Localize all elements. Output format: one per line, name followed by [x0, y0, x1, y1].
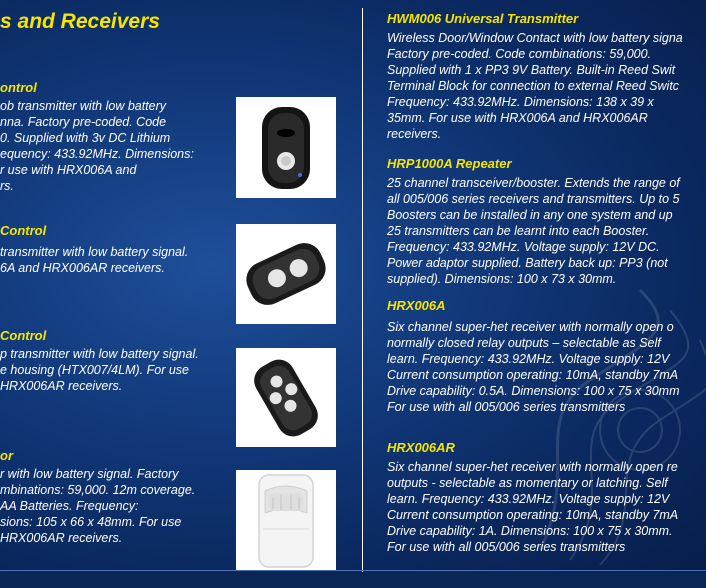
column-divider [362, 8, 363, 580]
product-heading-remote-4: Control [0, 328, 47, 343]
product-description-remote-1: ob transmitter with low battery nna. Factory pre-coded. Code 0. Supplied with 3v DC Lithium equency: 433.92MHz. Dimensions: r use with HRX006A and rs. [0, 99, 194, 193]
page-title: s and Receivers [0, 10, 160, 33]
footer-rule [0, 570, 706, 571]
product-heading-hrp1000a: HRP1000A Repeater [387, 156, 512, 171]
product-heading-hrx006ar: HRX006AR [387, 440, 455, 455]
single-button-remote-icon [256, 103, 316, 193]
photo-two-button-remote [236, 224, 336, 324]
photo-single-button-remote [236, 97, 336, 198]
product-description-hrx006ar: Six channel super-het receiver with normally open re outputs - selectable as momentary or latching. Self learn. Frequency: 433.92MHz. Voltage supply: 12V Current consumption operating: 10mA, standby 7mA Drive capability: 1A. Dimensions: 100 x 75 x 30mm. For use with all 005/006 series transmitters [387, 460, 679, 554]
product-heading-pir: or [0, 448, 13, 463]
product-description-pir: r with low battery signal. Factory mbinations: 59,000. 12m coverage. AA Batteries. Frequency: sions: 105 x 66 x 48mm. For use HRX006AR receivers. [0, 467, 196, 545]
product-description-hrp1000a: 25 channel transceiver/booster. Extends the range of all 005/006 series receivers and transmitters. Up to 5 Boosters can be installed in any one system and up 25 transmitters can be learnt into each Booster. Frequency: 433.92MHz. Voltage supply: 12V DC. Power adaptor supplied. Battery back up: PP3 (not supplied). Dimensions: 100 x 73 x 30mm. [387, 176, 680, 286]
product-description-remote-4: p transmitter with low battery signal. e housing (HTX007/4LM). For use HRX006AR receivers. [0, 347, 199, 393]
product-heading-remote-2: Control [0, 223, 47, 238]
product-description-remote-2: transmitter with low battery signal. 6A and HRX006AR receivers. [0, 245, 189, 275]
four-button-remote-icon [243, 355, 329, 441]
product-description-hwm006: Wireless Door/Window Contact with low battery signa Factory pre-coded. Code combinations: 59,000. Supplied with 1 x PP3 9V Battery. Built-in Reed Swit Terminal Block for connection to external Reed Switc Frequency: 433.92MHz. Dimensions: 138 x 39 x 35mm. For use with HRX006A and HRX006AR receivers. [387, 31, 683, 141]
product-heading-hrx006a: HRX006A [387, 298, 446, 313]
product-description-hrx006a: Six channel super-het receiver with normally open o normally closed relay outputs – selectable as Self learn. Frequency: 433.92MHz. Voltage supply: 12V Current consumption operating: 10mA, standby 7mA Drive capability: 0.5A. Dimensions: 100 x 75 x 30mm For use with all 005/006 series transmitters [387, 320, 680, 414]
two-button-remote-icon [238, 234, 334, 314]
photo-pir-detector [236, 470, 336, 571]
footer-band [0, 572, 706, 588]
product-heading-hwm006: HWM006 Universal Transmitter [387, 11, 579, 26]
product-heading-remote-1: ontrol [0, 80, 37, 95]
pir-detector-icon [251, 473, 321, 569]
photo-four-button-remote [236, 348, 336, 447]
